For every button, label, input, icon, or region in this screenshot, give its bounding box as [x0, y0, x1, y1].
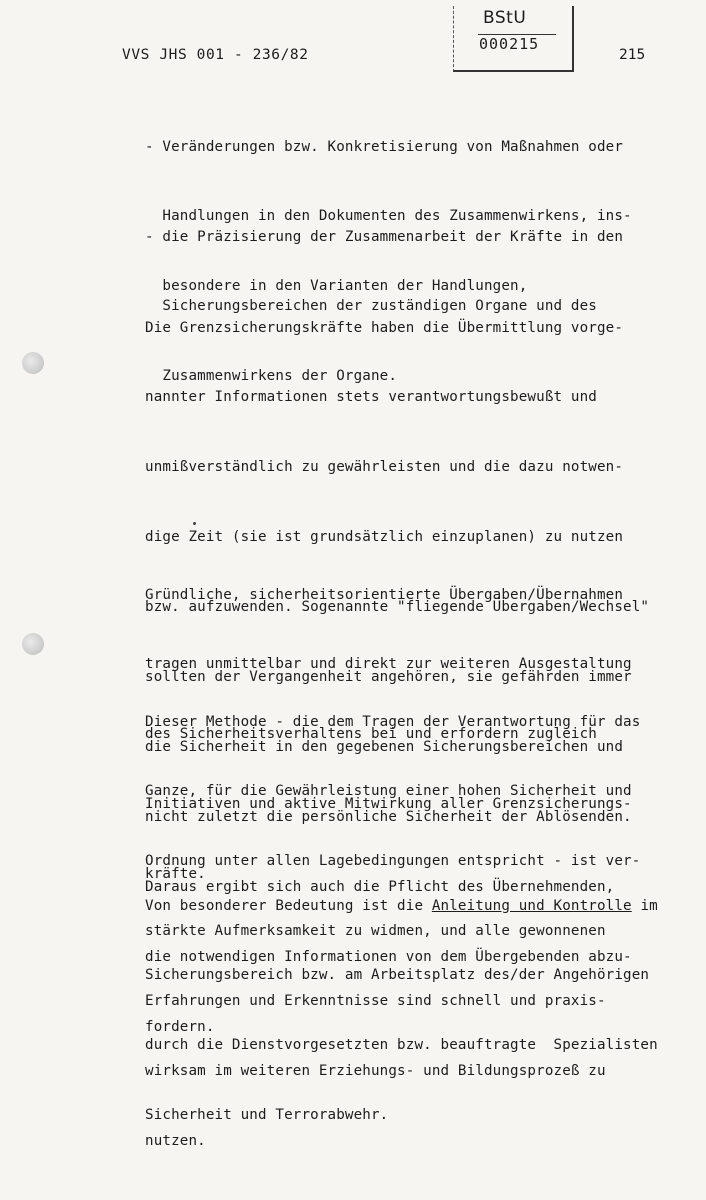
underlined-phrase: Anleitung und Kontrolle — [431, 897, 632, 914]
text-line: sollten der Vergangenheit angehören, sie gefährden immer — [145, 669, 632, 686]
text-line: Handlungen in den Dokumenten des Zusammenwirkens, ins- — [145, 208, 632, 225]
text-run: im — [631, 897, 658, 914]
text-line: Erfahrungen und Erkenntnisse sind schnell und praxis- — [145, 993, 606, 1010]
text-line: Ganze, für die Gewährleistung einer hohen Sicherheit und — [145, 783, 632, 800]
text-line: die notwendigen Informationen von dem Übergebenden abzu- — [145, 948, 632, 965]
text-line: Gründliche, sicherheitsorientierte Übergaben/Übernahmen — [145, 586, 624, 603]
text-line: unmißverständlich zu gewährleisten und die dazu notwen- — [145, 459, 624, 476]
text-line: fordern. — [145, 1018, 215, 1035]
text-line: Sicherheit und Terrorabwehr. — [145, 1107, 389, 1124]
text-line: Initiativen und aktive Mitwirkung aller Grenzsicherungs- — [145, 796, 632, 813]
text-line: Dieser Methode - die dem Tragen der Verantwortung für das — [145, 713, 641, 730]
text-line: Daraus ergibt sich auch die Pflicht des Übernehmenden, — [145, 878, 615, 895]
punch-hole-icon — [22, 352, 44, 374]
text-line: dige Zeit (sie ist grundsätzlich einzuplanen) zu nutzen — [145, 529, 624, 546]
text-line — [145, 895, 658, 918]
text-line: besondere in den Varianten der Handlungen, — [145, 278, 528, 295]
document-reference: VVS JHS 001 - 236/82 — [122, 47, 309, 63]
text-line: kräfte. — [145, 866, 206, 883]
text-line: nicht zuletzt die persönliche Sicherheit der Ablösenden. — [145, 808, 632, 825]
text-line: Zusammenwirkens der Organe. — [145, 368, 398, 385]
text-line: Sicherungsbereichen der zuständigen Organe und des — [145, 298, 597, 315]
text-line: - die Präzisierung der Zusammenarbeit der Kräfte in den — [145, 228, 624, 245]
text-line: des Sicherheitsverhaltens bei und erfordern zugleich — [145, 726, 597, 743]
text-line: Sicherungsbereich bzw. am Arbeitsplatz des/der Angehörigen — [145, 967, 650, 984]
paragraph — [145, 848, 658, 1174]
text-line: nannter Informationen stets verantwortungsbewußt und — [145, 389, 597, 406]
text-line: Die Grenzsicherungskräfte haben die Übermittlung vorge- — [145, 319, 624, 336]
stamp-number: 000215 — [479, 35, 540, 53]
text-line: tragen unmittelbar und direkt zur weiteren Ausgestaltung — [145, 656, 632, 673]
punch-hole-icon — [22, 633, 44, 655]
text-line: - Veränderungen bzw. Konkretisierung von Maßnahmen oder — [145, 138, 624, 155]
text-line: durch die Dienstvorgesetzten bzw. beauftragte Spezialisten — [145, 1037, 658, 1054]
text-line: Ordnung unter allen Lagebedingungen entspricht - ist ver- — [145, 853, 641, 870]
text-line: nutzen. — [145, 1132, 206, 1149]
text-line: stärkte Aufmerksamkeit zu widmen, und alle gewonnenen — [145, 923, 606, 940]
page-number: 215 — [619, 47, 646, 63]
text-line: wirksam im weiteren Erziehungs- und Bildungsprozeß zu — [145, 1063, 606, 1080]
stray-mark — [193, 522, 196, 525]
text-run: Von besonderer Bedeutung ist die — [145, 897, 432, 914]
text-line: die Sicherheit in den gegebenen Sicherungsbereichen und — [145, 738, 624, 755]
stamp-agency: BStU — [483, 8, 527, 28]
text-line: bzw. aufzuwenden. Sogenannte "fliegende Übergaben/Wechsel" — [145, 599, 650, 616]
